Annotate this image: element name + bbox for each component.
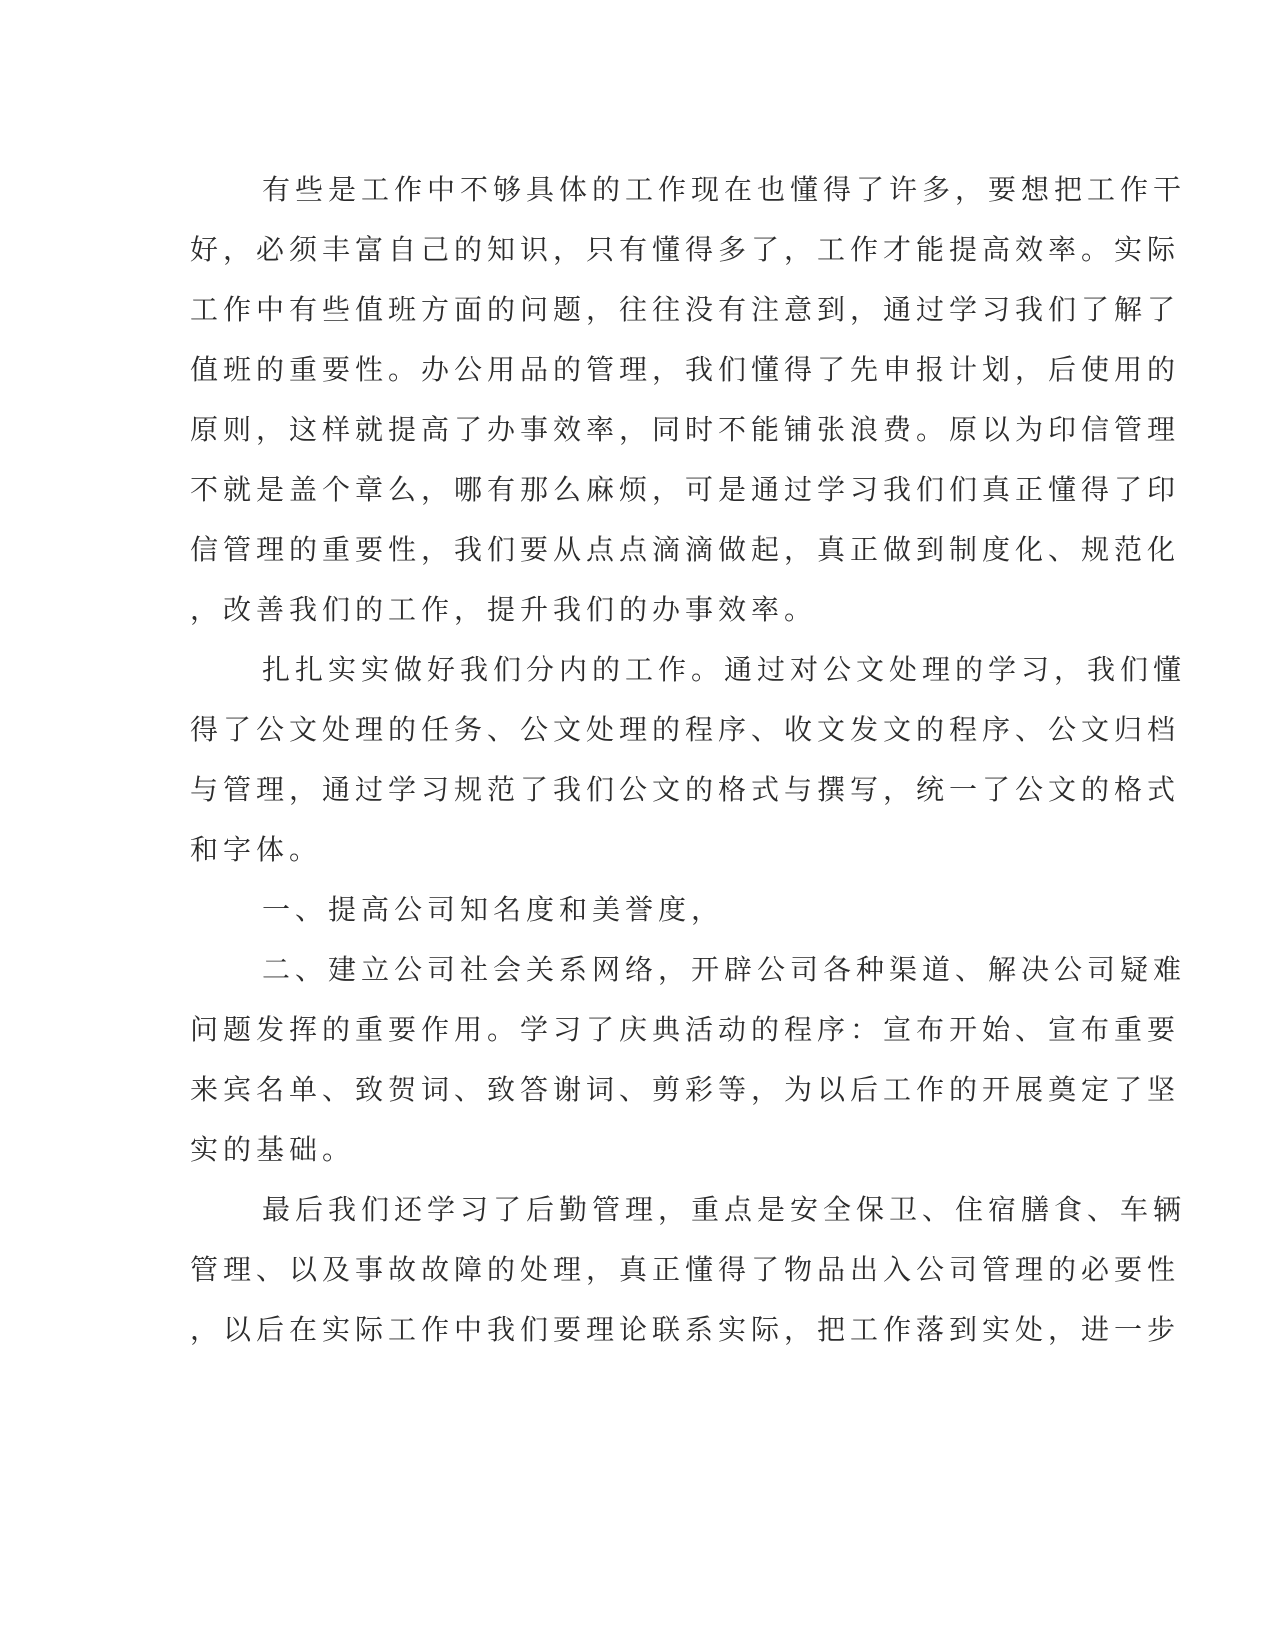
paragraph-1-line-7: 信管理的重要性，我们要从点点滴滴做起，真正做到制度化、规范化 <box>190 533 1181 566</box>
list-item-2-line-3: 来宾名单、致贺词、致答谢词、剪彩等，为以后工作的开展奠定了坚 <box>190 1073 1181 1106</box>
list-item-2-line-4: 实的基础。 <box>190 1133 356 1166</box>
list-item-2-line-1: 二、建立公司社会关系网络，开辟公司各种渠道、解决公司疑难 <box>262 953 1187 986</box>
document-body <box>190 160 1187 1360</box>
paragraph-3-line-2: 管理、以及事故故障的处理，真正懂得了物品出入公司管理的必要性 <box>190 1253 1181 1286</box>
list-item-1: 一、提高公司知名度和美誉度， <box>262 893 725 926</box>
paragraph-1-line-8: ，改善我们的工作，提升我们的办事效率。 <box>190 593 818 626</box>
paragraph-1-line-4: 值班的重要性。办公用品的管理，我们懂得了先申报计划，后使用的 <box>190 353 1181 386</box>
paragraph-2-line-1: 扎扎实实做好我们分内的工作。通过对公文处理的学习，我们懂 <box>262 653 1187 686</box>
paragraph-2-line-2: 得了公文处理的任务、公文处理的程序、收文发文的程序、公文归档 <box>190 713 1181 746</box>
paragraph-1-line-2: 好，必须丰富自己的知识，只有懂得多了，工作才能提高效率。实际 <box>190 233 1181 266</box>
paragraph-2-line-3: 与管理，通过学习规范了我们公文的格式与撰写，统一了公文的格式 <box>190 773 1181 806</box>
paragraph-1-line-5: 原则，这样就提高了办事效率，同时不能铺张浪费。原以为印信管理 <box>190 413 1181 446</box>
paragraph-2-line-4: 和字体。 <box>190 833 323 866</box>
paragraph-1-line-1: 有些是工作中不够具体的工作现在也懂得了许多，要想把工作干 <box>262 173 1187 206</box>
paragraph-1-line-3: 工作中有些值班方面的问题，往往没有注意到，通过学习我们了解了 <box>190 293 1181 326</box>
list-item-2-line-2: 问题发挥的重要作用。学习了庆典活动的程序：宣布开始、宣布重要 <box>190 1013 1181 1046</box>
paragraph-3-line-1: 最后我们还学习了后勤管理，重点是安全保卫、住宿膳食、车辆 <box>262 1193 1187 1226</box>
paragraph-3-line-3: ，以后在实际工作中我们要理论联系实际，把工作落到实处，进一步 <box>190 1313 1181 1346</box>
paragraph-1-line-6: 不就是盖个章么，哪有那么麻烦，可是通过学习我们们真正懂得了印 <box>190 473 1181 506</box>
